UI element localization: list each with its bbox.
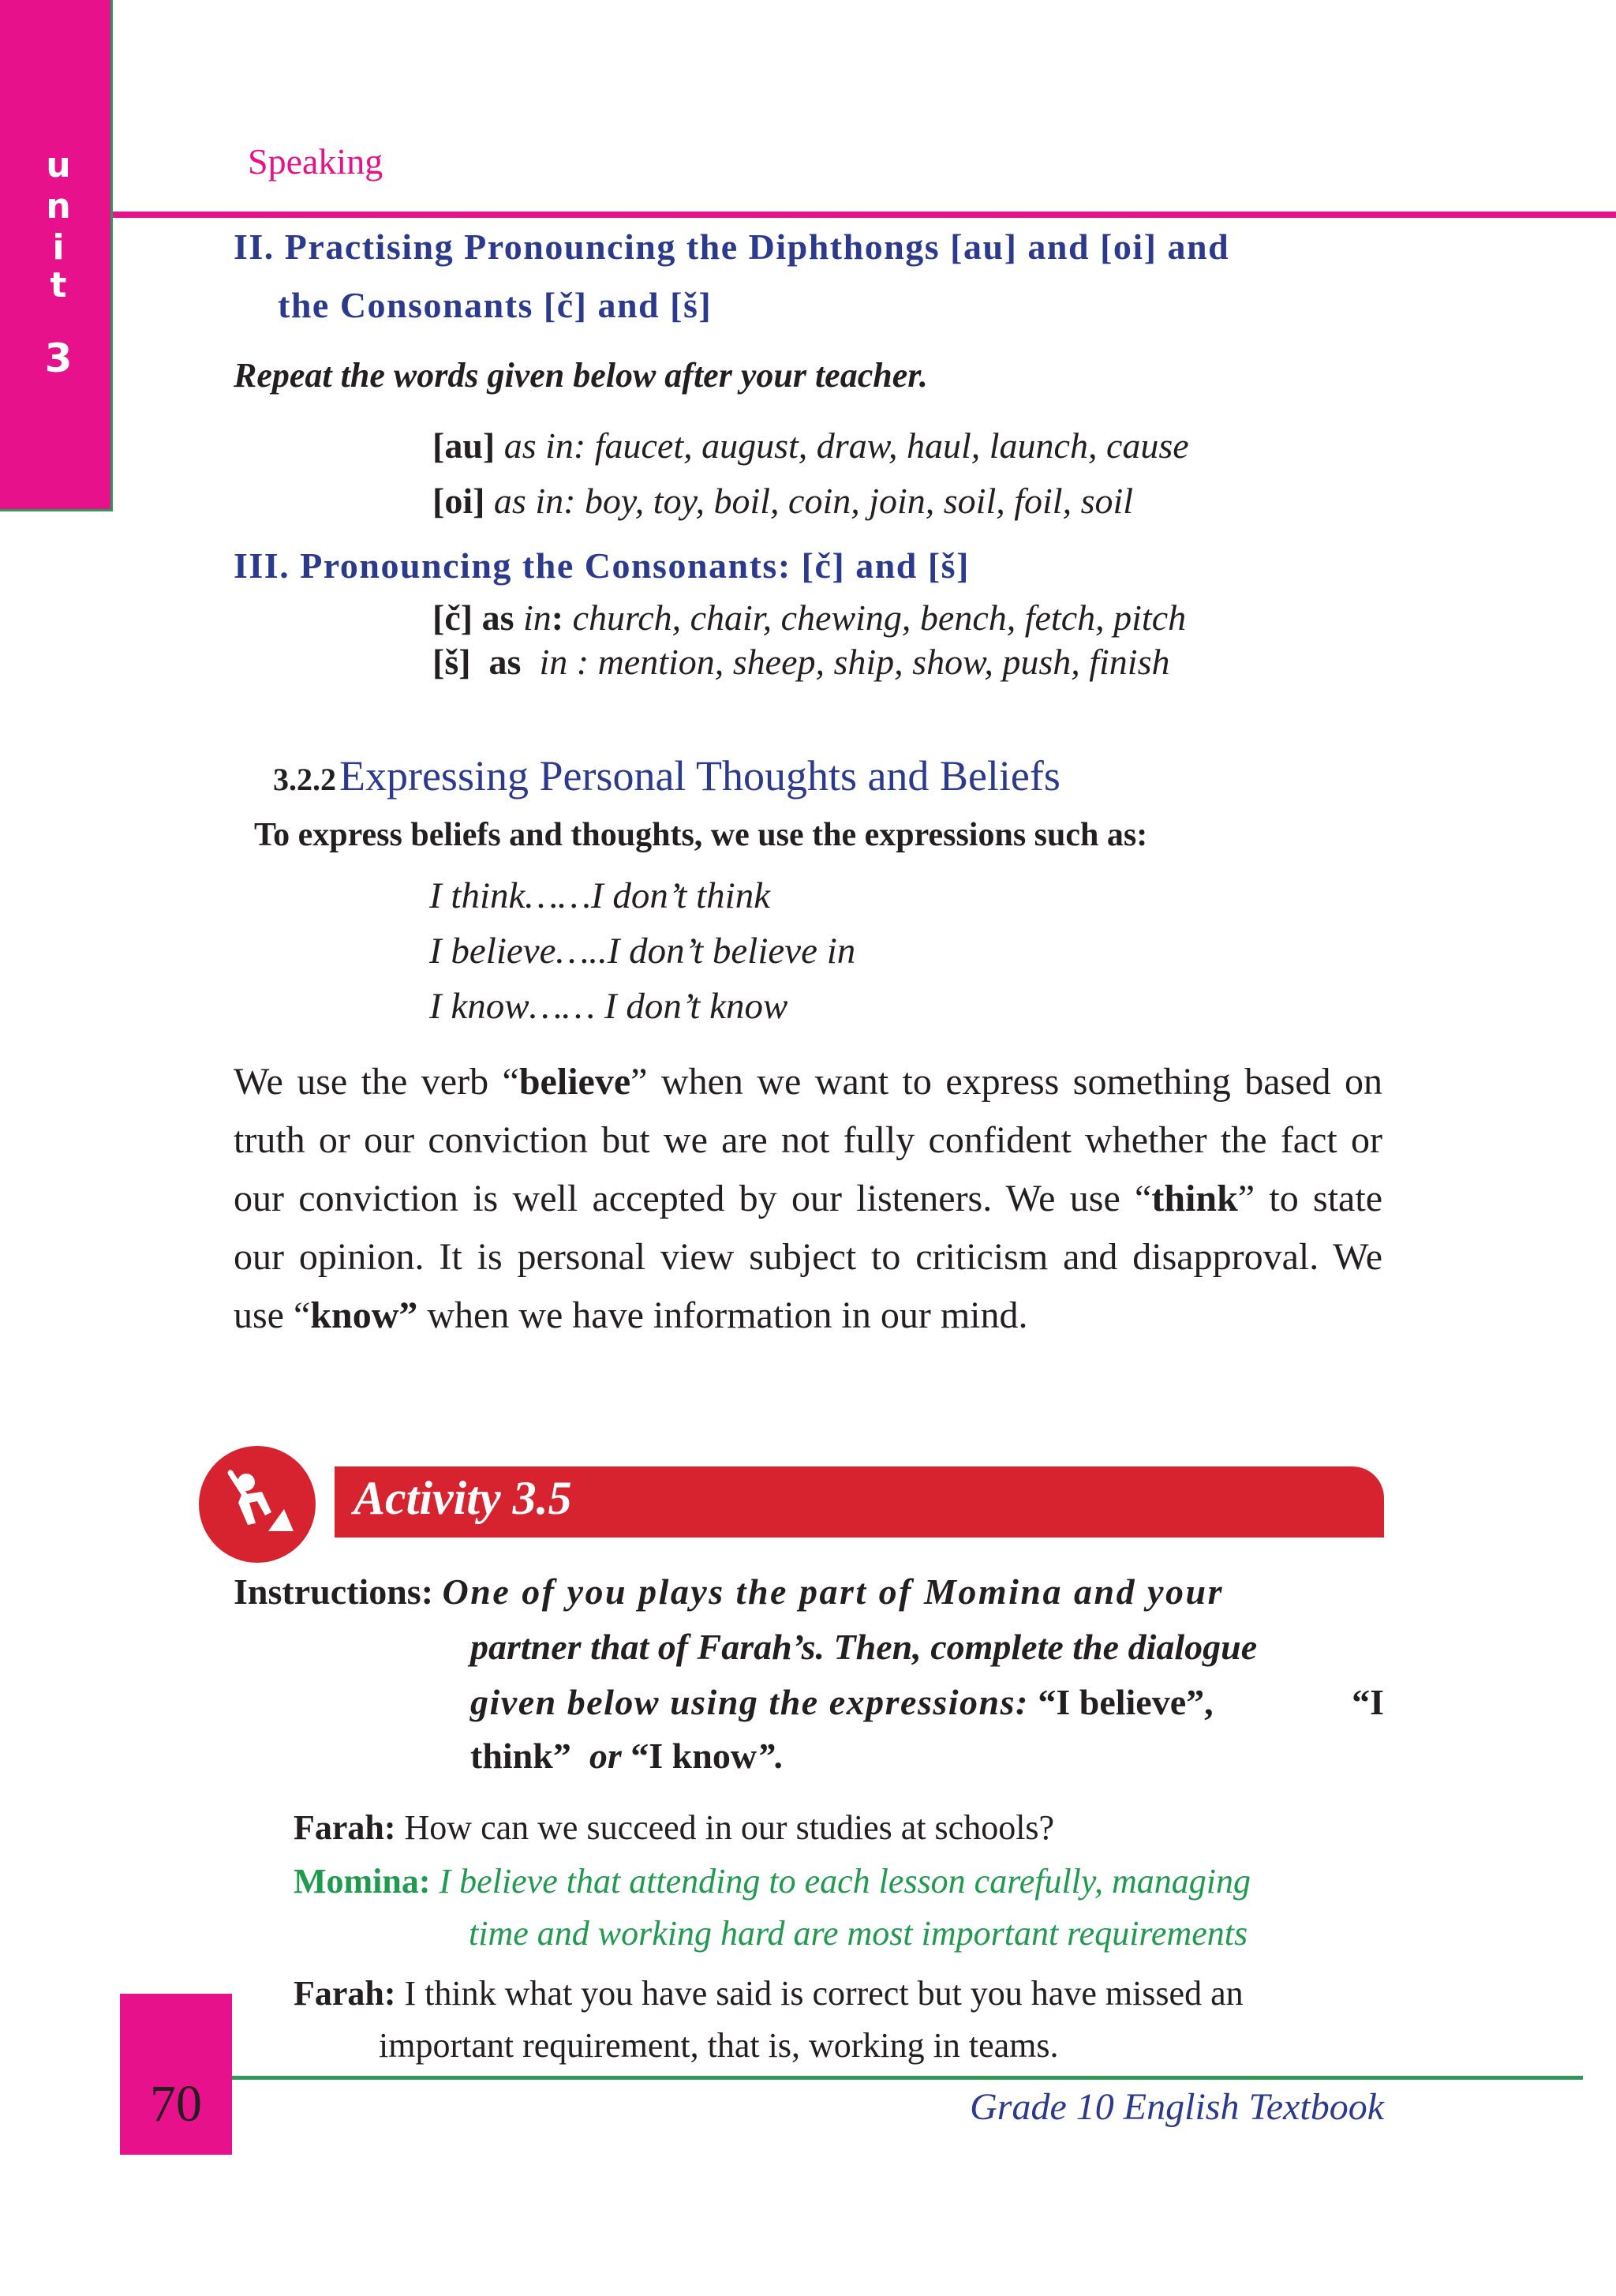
- pronunciation-line-au: [432, 425, 1189, 466]
- expression-think: I think……I don’t think: [429, 875, 771, 916]
- instructions-label: Instructions:: [234, 1571, 434, 1612]
- pronunciation-line-sh: [432, 641, 1170, 683]
- speaker-name: Farah:: [294, 1808, 396, 1847]
- speaker-name: Farah:: [294, 1974, 396, 2013]
- paragraph-text: when we have information in our mind.: [417, 1294, 1028, 1336]
- unit-tab-letter: i: [52, 227, 65, 268]
- page-number: 70: [150, 2075, 202, 2133]
- dialogue-text: I believe that attending to each lesson carefully, managing: [439, 1862, 1251, 1901]
- pair-work-icon: [199, 1446, 316, 1563]
- dialogue-line: [294, 1807, 1054, 1848]
- instructions-line-4: [470, 1735, 784, 1777]
- explanation-paragraph: [234, 1053, 1382, 1345]
- example-words: mention, sheep, ship, show, push, finish: [589, 642, 1170, 682]
- unit-tab-letter: u: [46, 145, 71, 185]
- paragraph-text: We use the verb “: [234, 1061, 519, 1103]
- as-label: as: [470, 642, 540, 682]
- expression-believe: I believe…..I don’t believe in: [429, 931, 856, 972]
- sound-symbol: [au]: [432, 425, 496, 466]
- instructions-line-1: [234, 1571, 1224, 1612]
- activity-badge: [199, 1446, 316, 1563]
- expression-quote: “I: [1352, 1682, 1384, 1722]
- section-3-heading: III. Pronouncing the Consonants: [č] and [š]: [234, 545, 970, 586]
- pronunciation-line-ch: [432, 597, 1186, 639]
- keyword-think: think: [1151, 1178, 1238, 1219]
- dialogue-line: [294, 1973, 1244, 2013]
- as-in-label: as in:: [484, 481, 576, 521]
- pronunciation-line-oi: [432, 480, 1133, 522]
- instructions-line-2: partner that of Farah’s. Then, complete the dialogue: [470, 1627, 1258, 1667]
- book-title: Grade 10 English Textbook: [970, 2086, 1384, 2128]
- section-2-instruction: Repeat the words given below after your teacher.: [234, 356, 928, 395]
- paragraph-text: ” to state our opinion. It is personal view subject to criticism and disapproval. We use “: [234, 1178, 1383, 1336]
- example-words: church, chair, chewing, bench, fetch, pitch: [563, 597, 1187, 638]
- sound-symbol: [č]: [432, 597, 473, 638]
- dialogue-text: I think what you have said is correct but you have missed an: [404, 1974, 1244, 2013]
- instructions-line-3: [470, 1681, 1384, 1723]
- sound-symbol: [oi]: [432, 481, 485, 521]
- as-label: as: [473, 597, 523, 638]
- unit-tab: [0, 0, 113, 511]
- instructions-text: One of you plays the part of Momina and your: [442, 1571, 1224, 1612]
- dialogue-text-continued: time and working hard are most important requirements: [469, 1914, 1248, 1953]
- example-words: boy, toy, boil, coin, join, soil, foil, soil: [575, 481, 1134, 521]
- as-in-label: as in:: [495, 425, 586, 466]
- subsection-number: 3.2.2: [273, 762, 336, 797]
- dialogue-text-continued: important requirement, that is, working in teams.: [379, 2026, 1059, 2065]
- expression-quote: think”: [470, 1736, 571, 1776]
- header-rule: [113, 212, 1616, 218]
- footer-rule: [232, 2076, 1583, 2080]
- subsection-heading: [273, 751, 1060, 800]
- expression-quote-end: ”.: [757, 1736, 784, 1776]
- sound-symbol: [š]: [432, 642, 471, 682]
- in-label: in: [522, 597, 552, 638]
- instructions-text: given below using the expressions:: [470, 1682, 1029, 1722]
- expression-quote: “I believe”,: [1038, 1682, 1214, 1722]
- section-label: Speaking: [248, 141, 383, 182]
- dialogue-line: [294, 1861, 1251, 1901]
- keyword-know: know”: [310, 1294, 418, 1336]
- expression-know: I know…… I don’t know: [429, 986, 788, 1027]
- unit-tab-letter: t: [50, 265, 67, 305]
- unit-tab-letter: n: [46, 186, 71, 227]
- subsection-title: Expressing Personal Thoughts and Beliefs: [339, 752, 1060, 800]
- speaker-name: Momina:: [294, 1862, 431, 1901]
- paragraph-text: ” when we want to express something based on truth or our conviction but we are not fully confident whether the fact or our conviction is well accepted by our listeners. We use “: [234, 1061, 1382, 1219]
- colon: :: [551, 597, 564, 638]
- dialogue-text: How can we succeed in our studies at schools?: [404, 1808, 1055, 1847]
- section-2-heading-line1: II. Practising Pronouncing the Diphthongs [au] and [oi] and: [234, 227, 1230, 267]
- example-words: faucet, august, draw, haul, launch, cause: [585, 425, 1189, 466]
- in-label: in :: [539, 642, 589, 682]
- unit-tab-number: 3: [44, 335, 73, 381]
- subsection-intro: To express beliefs and thoughts, we use the expressions such as:: [254, 817, 1148, 853]
- or-word: or: [589, 1736, 622, 1776]
- keyword-believe: believe: [518, 1061, 631, 1103]
- expression-quote: “I know: [630, 1736, 758, 1776]
- activity-title: Activity 3.5: [354, 1472, 572, 1524]
- section-2-heading-line2: the Consonants [č] and [š]: [278, 285, 713, 325]
